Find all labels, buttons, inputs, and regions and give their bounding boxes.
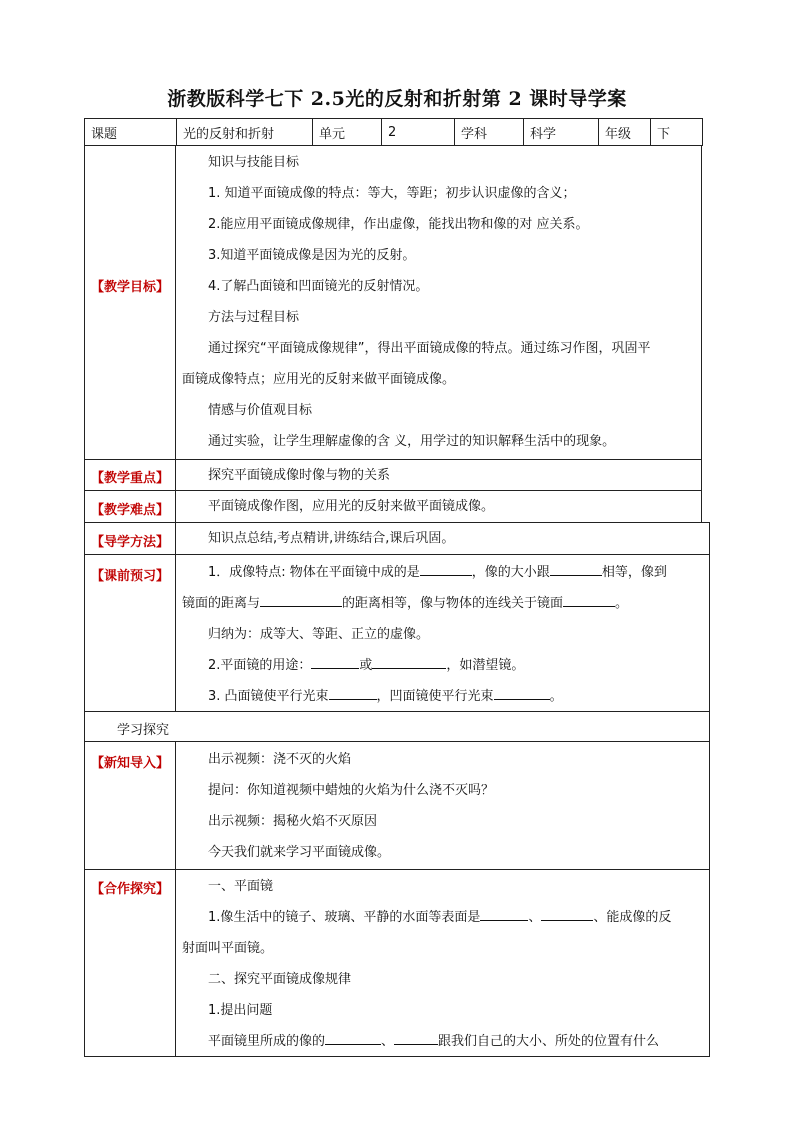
page-title: 浙教版科学七下 2.5光的反射和折射第 2 课时导学案 (167, 88, 627, 110)
coop-label: 【合作探究】 (90, 882, 169, 897)
preview-line: 1．成像特点: 物体在平面镜中成的是 ，像的大小跟 相等，像到 (182, 557, 703, 588)
coop-heading: 二、探究平面镜成像规律 (208, 972, 352, 987)
goals-label-cell (84, 145, 176, 460)
blank[interactable] (325, 1030, 381, 1045)
key-label-cell (84, 459, 176, 491)
method-item-cont: 面镜成像特点；应用光的反射来做平面镜成像。 (182, 372, 456, 387)
topic-value: 光的反射和折射 (177, 119, 313, 146)
preview-line: 2.平面镜的用途： 或 ，如潜望镜。 (182, 650, 703, 681)
method-label: 【导学方法】 (90, 535, 169, 550)
intro-line: 出示视频：揭秘火焰不灭原因 (208, 814, 378, 829)
key-point-section (84, 459, 702, 491)
blank[interactable] (420, 561, 472, 576)
coop-line: 射面叫平面镜。 (182, 941, 274, 956)
coop-label-cell (84, 869, 176, 1057)
goals-section (84, 145, 702, 460)
knowledge-item: 4.了解凸面镜和凹面镜光的反射情况。 (208, 279, 429, 294)
topic-label: 课题 (85, 119, 177, 146)
preview-label-cell (84, 554, 176, 712)
blank[interactable] (550, 561, 602, 576)
knowledge-item: 1. 知道平面镜成像的特点：等大，等距；初步认识虚像的含义； (208, 186, 576, 201)
subject-label: 学科 (455, 119, 524, 146)
subject-value: 科学 (524, 119, 599, 146)
intro-label: 【新知导入】 (90, 756, 169, 771)
blank[interactable] (372, 654, 446, 669)
grade-label: 年级 (599, 119, 651, 146)
blank[interactable] (394, 1030, 438, 1045)
explore-header-row (84, 711, 710, 742)
explore-header: 学习探究 (117, 723, 170, 738)
difficulty-label-cell (84, 490, 176, 523)
blank[interactable] (311, 654, 359, 669)
goals-label: 【教学目标】 (90, 280, 169, 295)
key-label: 【教学重点】 (90, 471, 169, 486)
emotion-item: 通过实验，让学生理解虚像的含 义，用学过的知识解释生活中的现象。 (208, 434, 616, 449)
grade-value: 下 (651, 119, 703, 146)
coop-content (175, 869, 710, 1057)
intro-line: 出示视频：浇不灭的火焰 (208, 752, 352, 767)
preview-line: 归纳为：成等大、等距、正立的虚像。 (208, 627, 430, 642)
blank[interactable] (480, 906, 528, 921)
difficulty-text: 平面镜成像作图，应用光的反射来做平面镜成像。 (208, 499, 495, 514)
blank[interactable] (494, 685, 550, 700)
unit-label: 单元 (313, 119, 382, 146)
method-item: 通过探究“平面镜成像规律”，得出平面镜成像的特点。通过练习作图，巩固平 (208, 341, 651, 356)
goals-content (175, 145, 702, 460)
coop-section (84, 869, 710, 1057)
coop-line: 1.提出问题 (208, 1003, 273, 1018)
intro-line: 提问：你知道视频中蜡烛的火焰为什么浇不灭吗？ (208, 783, 495, 798)
preview-section (84, 554, 710, 712)
knowledge-heading: 知识与技能目标 (208, 155, 300, 170)
intro-section (84, 741, 710, 870)
unit-value: 2 (382, 119, 455, 146)
method-label-cell (84, 522, 176, 555)
difficulty-content (175, 490, 702, 523)
preview-line: 3. 凸面镜使平行光束 ，凹面镜使平行光束 。 (182, 681, 703, 712)
lesson-info-row (85, 119, 703, 146)
key-content (175, 459, 702, 491)
method-section (84, 522, 710, 555)
difficulty-section (84, 490, 702, 523)
preview-content (175, 554, 710, 712)
coop-heading: 一、平面镜 (208, 879, 274, 894)
method-text: 知识点总结,考点精讲,讲练结合,课后巩固。 (208, 531, 455, 546)
blank[interactable] (563, 592, 615, 607)
intro-content (175, 741, 710, 870)
preview-line: 镜面的距离与 的距离相等，像与物体的连线关于镜面 。 (182, 588, 703, 619)
difficulty-label: 【教学难点】 (90, 503, 169, 518)
knowledge-item: 3.知道平面镜成像是因为光的反射。 (208, 248, 416, 263)
key-text: 探究平面镜成像时像与物的关系 (208, 468, 391, 483)
method-content (175, 522, 710, 555)
knowledge-item: 2.能应用平面镜成像规律，作出虚像，能找出物和像的对 应关系。 (208, 217, 589, 232)
method-heading: 方法与过程目标 (208, 310, 300, 325)
blank[interactable] (541, 906, 593, 921)
blank[interactable] (329, 685, 377, 700)
lesson-info-table (84, 118, 703, 146)
intro-line: 今天我们就来学习平面镜成像。 (208, 845, 391, 860)
coop-line: 平面镜里所成的像的 、 跟我们自己的大小、所处的位置有什么 (182, 1026, 703, 1057)
coop-line: 1.像生活中的镜子、玻璃、平静的水面等表面是 、 、能成像的反 (182, 902, 703, 933)
intro-label-cell (84, 741, 176, 870)
emotion-heading: 情感与价值观目标 (208, 403, 313, 418)
preview-label: 【课前预习】 (90, 569, 169, 584)
blank[interactable] (260, 592, 342, 607)
